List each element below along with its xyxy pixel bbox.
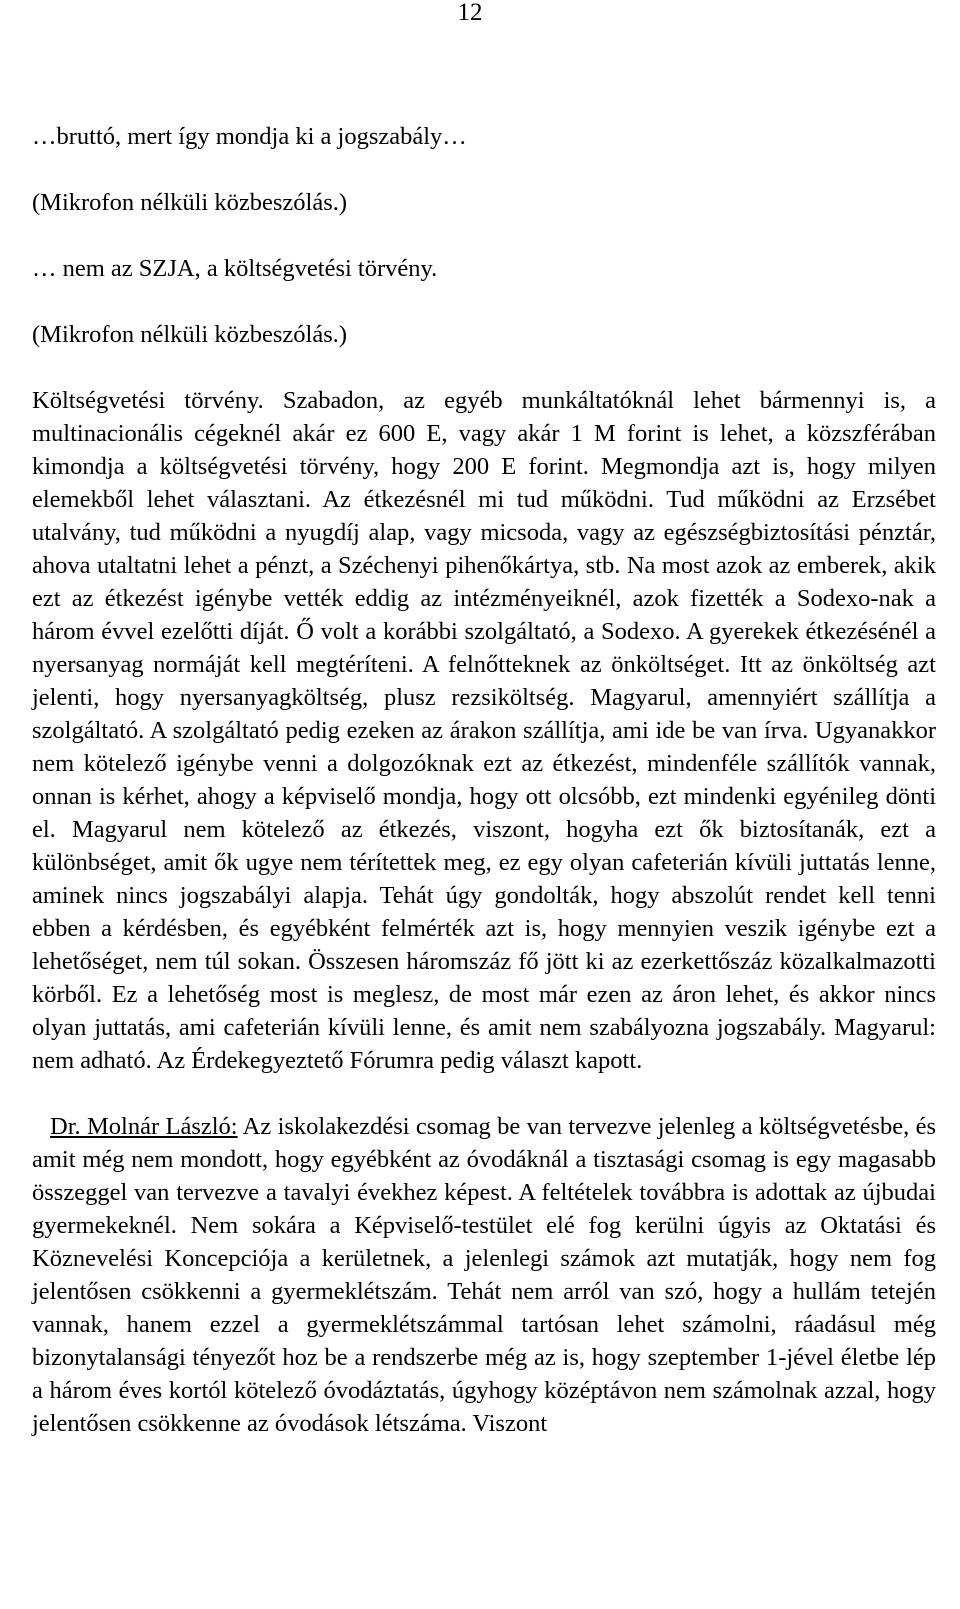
interjection-line-3: … nem az SZJA, a költségvetési törvény. — [32, 255, 438, 282]
document-body — [32, 120, 936, 1473]
speaker-paragraph — [32, 1110, 936, 1440]
interjection-line-2: (Mikrofon nélküli közbeszólás.) — [32, 189, 348, 216]
page-number: 12 — [457, 0, 483, 26]
speaker-text: Az iskolakezdési csomag be van tervezve jelenleg a költségvetésbe, és amit még nem mondott, hogy egyébként az óvodáknál a tisztasági csomag is egy magasabb összeggel van tervezve a tavalyi évekhez képest. A feltételek továbbra is adottak az újbudai gyermekeknél. Nem sokára a Képviselő-testület elé fog kerülni úgyis az Oktatási és Köznevelési Koncepciója a kerületnek, a jelenlegi számok azt mutatják, hogy nem fog jelentősen csökkenni a gyermeklétszám. Tehát nem arról van szó, hogy a hullám tetején vannak, hanem ezzel a gyermeklétszámmal tartósan lehet számolni, ráadásul még bizonytalansági tényezőt hoz be a rendszerbe még az is, hogy szeptember 1-jével életbe lép a három éves kortól kötelező óvodáztatás, úgyhogy középtávon nem számolnak azzal, hogy jelentősen csökkenne az óvodások létszáma. Viszont — [32, 1113, 936, 1437]
main-paragraph: Költségvetési törvény. Szabadon, az egyéb munkáltatóknál lehet bármennyi is, a multinacionális cégeknél akár ez 600 E, vagy akár 1 M forint is lehet, a közszférában kimondja a költségvetési törvény, hogy 200 E forint. Megmondja azt is, hogy milyen elemekből lehet választani. Az étkezésnél mi tud működni. Tud működni az Erzsébet utalvány, tud működni a nyugdíj alap, vagy micsoda, vagy az egészségbiztosítási pénztár, ahova utaltatni lehet a pénzt, a Széchenyi pihenőkártya, stb. Na most azok az emberek, akik ezt az étkezést igénybe vették eddig az intézményeiknél, azok fizették a Sodexo-nak a három évvel ezelőtti díját. Ő volt a korábbi szolgáltató, a Sodexo. A gyerekek étkezésénél a nyersanyag normáját kell megtéríteni. A felnőtteknek az önköltséget. Itt az önköltség azt jelenti, hogy nyersanyagköltség, plusz rezsiköltség. Magyarul, amennyiért szállítja a szolgáltató. A szolgáltató pedig ezeken az árakon szállítja, ami ide be van írva. Ugyanakkor nem kötelező igénybe venni a dolgozóknak ezt az étkezést, mindenféle szállítók vannak, onnan is kérhet, ahogy a képviselő mondja, hogy ott olcsóbb, ezt mindenki egyénileg dönti el. Magyarul nem kötelező az étkezés, viszont, hogyha ezt ők biztosítanák, ezt a különbséget, amit ők ugye nem térítettek meg, ez egy olyan cafeterián kívüli juttatás lenne, aminek nincs jogszabályi alapja. Tehát úgy gondolták, hogy abszolút rendet kell tenni ebben a kérdésben, és egyébként felmérték azt is, hogy mennyien veszik igénybe ezt a lehetőséget, nem túl sokan. Összesen háromszáz fő jött ki az ezerkettőszáz közalkalmazotti körből. Ez a lehetőség most is meglesz, de most már ezen az áron lehet, és akkor nincs olyan juttatás, ami cafeterián kívüli lenne, és amit nem szabályozna jogszabály. Magyarul: nem adható. Az Érdekegyeztető Fórumra pedig választ kapott. — [32, 387, 936, 1074]
interjection-line-1: …bruttó, mert így mondja ki a jogszabály… — [32, 123, 467, 150]
speaker-name: Dr. Molnár László: — [50, 1113, 238, 1140]
interjection-line-4: (Mikrofon nélküli közbeszólás.) — [32, 321, 348, 348]
